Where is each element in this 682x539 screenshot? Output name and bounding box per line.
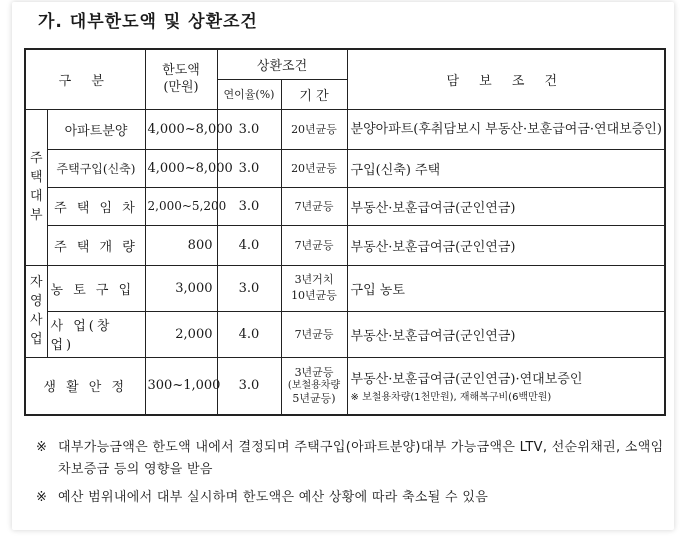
row-period-line1: 3년거치 bbox=[294, 273, 334, 286]
row-period: 7년균등 bbox=[281, 225, 347, 265]
row-collateral: 구입(신축) 주택 bbox=[347, 149, 665, 187]
row-limit: 2,000~5,200 bbox=[145, 187, 217, 225]
row-limit: 300~1,000 bbox=[145, 357, 217, 415]
row-name: 아파트분양 bbox=[47, 109, 145, 149]
row-period bbox=[281, 357, 347, 415]
row-collateral: 부동산·보훈급여금(군인연금) bbox=[347, 187, 665, 225]
note-text: 대부가능금액은 한도액 내에서 결정되며 주택구입(아파트분양)대부 가능금액은 LTV, 선순위채권, 소액임차보증금 등의 영향을 받음 bbox=[58, 440, 664, 477]
row-period: 7년균등 bbox=[281, 187, 347, 225]
row-period-line3: 5년균등) bbox=[292, 392, 336, 406]
row-name: 주택구입(신축) bbox=[47, 149, 145, 187]
row-rate: 3.0 bbox=[217, 109, 281, 149]
header-limit bbox=[145, 49, 217, 109]
group-char: 영 bbox=[29, 294, 43, 309]
row-collateral-note: ※ 보철용차량(1천만원), 재해복구비(6백만원) bbox=[350, 392, 552, 404]
header-category: 구 분 bbox=[25, 49, 145, 109]
row-collateral: 부동산·보훈급여금(군인연금) bbox=[347, 311, 665, 357]
row-name: 농 토 구 입 bbox=[47, 265, 145, 311]
row-period: 20년균등 bbox=[281, 109, 347, 149]
row-collateral-cell bbox=[347, 357, 665, 415]
group-char: 업 bbox=[29, 332, 43, 347]
footnotes bbox=[36, 437, 666, 515]
row-name: 사 업(창 업) bbox=[47, 311, 145, 357]
header-limit-line2: (만원) bbox=[163, 80, 199, 96]
header-limit-line1: 한도액 bbox=[162, 63, 200, 79]
row-rate: 4.0 bbox=[217, 225, 281, 265]
section-title: 가. 대부한도액 및 상환조건 bbox=[38, 12, 258, 32]
row-period bbox=[281, 265, 347, 311]
table-row bbox=[25, 265, 665, 311]
header-row bbox=[25, 49, 665, 79]
row-rate: 3.0 bbox=[217, 149, 281, 187]
group-char: 자 bbox=[29, 275, 43, 290]
row-rate: 3.0 bbox=[217, 187, 281, 225]
row-period: 20년균등 bbox=[281, 149, 347, 187]
loan-table bbox=[24, 48, 666, 416]
table-row bbox=[25, 311, 665, 357]
row-period-line2: (보철용차량 bbox=[287, 380, 341, 392]
group-char: 사 bbox=[29, 313, 43, 328]
row-limit: 4,000~8,000 bbox=[145, 149, 217, 187]
group-housing bbox=[25, 109, 47, 265]
row-name: 주 택 임 차 bbox=[47, 187, 145, 225]
table-row bbox=[25, 225, 665, 265]
note-mark: ※ bbox=[36, 490, 47, 505]
header-collateral: 담 보 조 건 bbox=[347, 49, 665, 109]
header-period: 기 간 bbox=[281, 79, 347, 109]
row-limit: 800 bbox=[145, 225, 217, 265]
row-rate: 4.0 bbox=[217, 311, 281, 357]
group-char: 부 bbox=[29, 208, 43, 223]
row-collateral: 분양아파트(후취담보시 부동산·보훈급여금·연대보증인) bbox=[347, 109, 665, 149]
footnote-item bbox=[36, 437, 666, 481]
header-rate: 연이율(%) bbox=[217, 79, 281, 109]
group-char: 주 bbox=[29, 151, 43, 166]
group-business bbox=[25, 265, 47, 357]
table-row bbox=[25, 109, 665, 149]
row-name: 생 활 안 정 bbox=[25, 357, 145, 415]
header-repay-group: 상환조건 bbox=[217, 49, 347, 79]
note-text: 예산 범위내에서 대부 실시하며 한도액은 예산 상황에 따라 축소될 수 있음 bbox=[58, 490, 489, 505]
row-period-line2: 10년균등 bbox=[291, 289, 337, 302]
row-limit: 4,000~8,000 bbox=[145, 109, 217, 149]
group-char: 대 bbox=[29, 189, 43, 204]
row-collateral: 구입 농토 bbox=[347, 265, 665, 311]
note-mark: ※ bbox=[36, 440, 47, 455]
group-char: 택 bbox=[29, 170, 43, 185]
row-rate: 3.0 bbox=[217, 265, 281, 311]
row-period-line1: 3년균등 bbox=[294, 366, 334, 380]
row-collateral: 부동산·보훈급여금(군인연금) bbox=[347, 225, 665, 265]
row-rate: 3.0 bbox=[217, 357, 281, 415]
row-limit: 2,000 bbox=[145, 311, 217, 357]
table-row bbox=[25, 357, 665, 415]
row-period: 7년균등 bbox=[281, 311, 347, 357]
table-row bbox=[25, 149, 665, 187]
row-name: 주 택 개 량 bbox=[47, 225, 145, 265]
row-collateral: 부동산·보훈급여금(군인연금)·연대보증인 bbox=[350, 372, 583, 388]
table-row bbox=[25, 187, 665, 225]
footnote-item bbox=[36, 487, 666, 509]
row-limit: 3,000 bbox=[145, 265, 217, 311]
